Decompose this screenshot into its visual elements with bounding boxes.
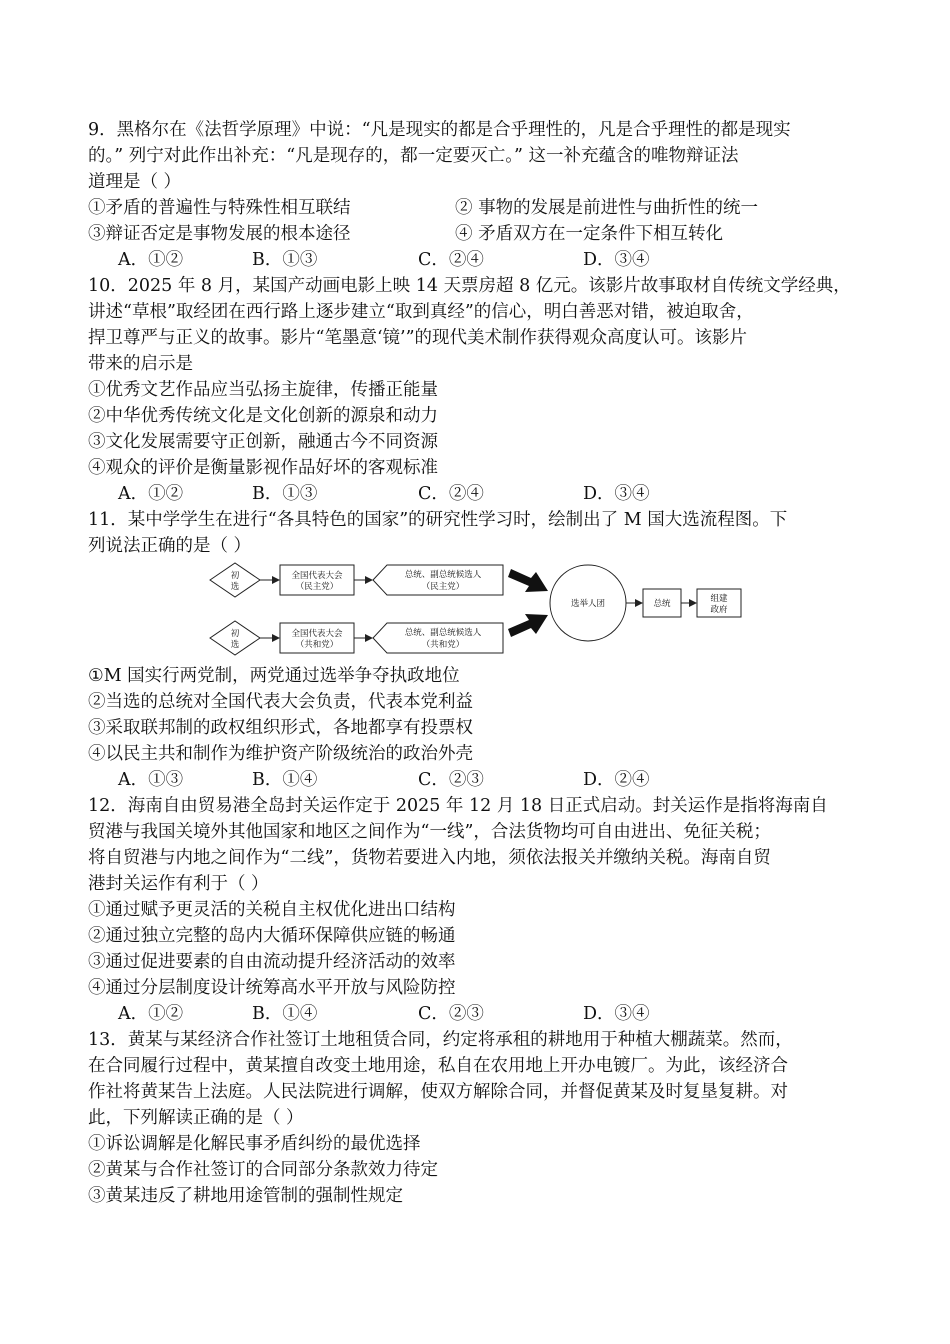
- q13-option-1: ①诉讼调解是化解民事矛盾纠纷的最优选择: [88, 1134, 421, 1154]
- candidates-label-2a: 总统、副总统候选人: [404, 628, 482, 638]
- q9-answer-b: B．①③: [252, 250, 318, 270]
- q9-answer-c: C．②④: [418, 250, 484, 270]
- q9-stem-line-1: 9．黑格尔在《法哲学原理》中说：“凡是现实的都是合乎理性的，凡是合乎理性的都是现实: [88, 120, 791, 140]
- q10-answer-b: B．①③: [252, 484, 318, 504]
- q12-answer-d: D．③④: [583, 1004, 650, 1024]
- q11-stem-line-1: 11．某中学学生在进行“各具特色的国家”的研究性学习时，绘制出了 M 国大选流程图。下: [88, 510, 788, 530]
- q11-option-1: ①M 国实行两党制，两党通过选举争夺执政地位: [88, 666, 460, 686]
- candidates-label-2b: （共和党）: [421, 640, 465, 650]
- q10-answer-a: A．①②: [118, 484, 184, 504]
- primary-label-1b: 选: [230, 582, 240, 592]
- congress-label-1b: （民主党）: [295, 582, 339, 592]
- q9-stem-line-3: 道理是（ ）: [88, 172, 182, 192]
- candidates-label-1a: 总统、副总统候选人: [404, 570, 482, 580]
- bold-arrow-1: [508, 569, 548, 592]
- q11-option-3: ③采取联邦制的政权组织形式，各地都享有投票权: [88, 718, 473, 738]
- q9-option-4: ④ 矛盾双方在一定条件下相互转化: [455, 224, 724, 244]
- q10-stem-line-3: 捍卫尊严与正义的故事。影片“笔墨意‘镜’”的现代美术制作获得观众高度认可。该影片: [88, 328, 748, 348]
- q12-option-3: ③通过促进要素的自由流动提升经济活动的效率: [88, 952, 456, 972]
- q13-stem-line-3: 作社将黄某告上法庭。人民法院进行调解，使双方解除合同，并督促黄某及时复垦复耕。对: [88, 1082, 788, 1102]
- q10-option-3: ③文化发展需要守正创新，融通古今不同资源: [88, 432, 438, 452]
- q11-option-4: ④以民主共和制作为维护资产阶级统治的政治外壳: [88, 744, 473, 764]
- q12-answer-a: A．①②: [118, 1004, 184, 1024]
- q10-option-4: ④观众的评价是衡量影视作品好坏的客观标准: [88, 458, 438, 478]
- congress-label-2a: 全国代表大会: [291, 629, 343, 639]
- bold-arrow-2: [508, 614, 548, 637]
- president-label: 总统: [653, 599, 671, 609]
- q9-option-2: ② 事物的发展是前进性与曲折性的统一: [455, 198, 759, 218]
- primary-label-2a: 初: [230, 629, 240, 639]
- primary-label-2b: 选: [230, 640, 240, 650]
- q11-stem-line-2: 列说法正确的是（ ）: [88, 536, 252, 556]
- form-government-label-b: 政府: [710, 605, 728, 615]
- q9-stem-line-2: 的。” 列宁对此作出补充：“凡是现存的，都一定要灭亡。” 这一补充蕴含的唯物辩证法: [88, 146, 739, 166]
- q12-option-2: ②通过独立完整的岛内大循环保障供应链的畅通: [88, 926, 456, 946]
- q10-stem-line-1: 10．2025 年 8 月，某国产动画电影上映 14 天票房超 8 亿元。该影片故事取材自传统文学经典，: [88, 276, 851, 296]
- electoral-college-label: 选举人团: [570, 599, 606, 609]
- q10-answer-c: C．②④: [418, 484, 484, 504]
- q12-answer-c: C．②③: [418, 1004, 484, 1024]
- q9-answer-a: A．①②: [118, 250, 184, 270]
- primary-label-1a: 初: [230, 571, 240, 581]
- q9-answer-d: D．③④: [583, 250, 650, 270]
- q13-stem-line-1: 13．黄某与某经济合作社签订土地租赁合同，约定将承租的耕地用于种植大棚蔬菜。然而，: [88, 1030, 793, 1050]
- candidates-label-1b: （民主党）: [421, 582, 465, 592]
- q10-stem-line-2: 讲述“草根”取经团在西行路上逐步建立“取到真经”的信心，明白善恶对错，被迫取舍，: [88, 302, 754, 322]
- q12-stem-line-1: 12．海南自由贸易港全岛封关运作定于 2025 年 12 月 18 日正式启动。封关运作是指将海南自: [88, 796, 828, 816]
- q12-answer-b: B．①④: [252, 1004, 318, 1024]
- q12-stem-line-3: 将自贸港与内地之间作为“二线”，货物若要进入内地，须依法报关并缴纳关税。海南自贸: [88, 848, 771, 868]
- q13-stem-line-2: 在合同履行过程中，黄某擅自改变土地用途，私自在农用地上开办电镀厂。为此，该经济合: [88, 1056, 788, 1076]
- q11-answer-b: B．①④: [252, 770, 318, 790]
- q10-option-1: ①优秀文艺作品应当弘扬主旋律，传播正能量: [88, 380, 438, 400]
- q12-stem-line-2: 贸港与我国关境外其他国家和地区之间作为“一线”，合法货物均可自由进出、免征关税；: [88, 822, 771, 842]
- q11-answer-a: A．①③: [118, 770, 184, 790]
- q12-stem-line-4: 港封关运作有利于（ ）: [88, 874, 269, 894]
- q9-option-3: ③辩证否定是事物发展的根本途径: [88, 224, 351, 244]
- q11-answer-d: D．②④: [583, 770, 650, 790]
- q10-answer-d: D．③④: [583, 484, 650, 504]
- q10-stem-line-4: 带来的启示是: [88, 354, 193, 374]
- congress-label-2b: （共和党）: [295, 640, 339, 650]
- q9-option-1: ①矛盾的普遍性与特殊性相互联结: [88, 198, 351, 218]
- q11-answer-c: C．②③: [418, 770, 484, 790]
- q13-stem-line-4: 此，下列解读正确的是（ ）: [88, 1108, 304, 1128]
- q13-option-2: ②黄某与合作社签订的合同部分条款效力待定: [88, 1160, 438, 1180]
- form-government-label-a: 组建: [710, 594, 728, 604]
- q12-option-4: ④通过分层制度设计统筹高水平开放与风险防控: [88, 978, 456, 998]
- congress-label-1a: 全国代表大会: [291, 571, 343, 581]
- q10-option-2: ②中华优秀传统文化是文化创新的源泉和动力: [88, 406, 438, 426]
- q12-option-1: ①通过赋予更灵活的关税自主权优化进出口结构: [88, 900, 456, 920]
- election-flowchart: [205, 558, 750, 664]
- q13-option-3: ③黄某违反了耕地用途管制的强制性规定: [88, 1186, 403, 1206]
- q11-option-2: ②当选的总统对全国代表大会负责，代表本党利益: [88, 692, 473, 712]
